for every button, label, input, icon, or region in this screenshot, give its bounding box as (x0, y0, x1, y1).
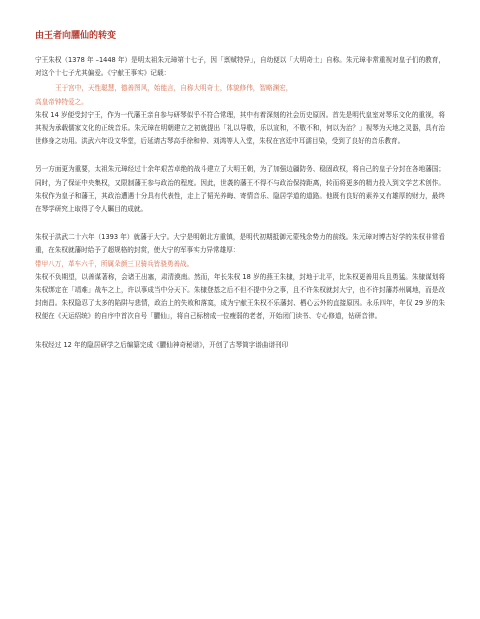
quote-block-2: 带甲八万，革车六千，所属朵颜三卫骑兵皆骁勇善战。 (35, 259, 194, 268)
quote-block-1 (35, 82, 445, 108)
quote-text-1a: 王于宫中，天性聪慧，德善图风，始能言，自称大明奇士，体貌修伟，智略渊宏， (55, 84, 293, 93)
paragraph-politics: 另一方面更为重要，太祖朱元璋经过十余年艰苦卓绝的战斗建立了大明王朝，为了加强边疆防务、稳固政权，将自己的皇子分封在各地藩国；同时，为了保证中央集权，又限制藩王参与政治的程度。因此，世袭的藩王不得不与政治保持距离，转而将更多的精力投入到文学艺术创作。朱权作为皇子和藩王，其政治遭遇十分具有代表性，走上了韬光养晦、寄情音乐、隐居学道的道路。他既有良好的素养又有雄厚的财力，最终在琴学研究上取得了令人瞩目的成就。 (35, 165, 445, 214)
section-heading: 由王者向臞仙的转变 (35, 31, 117, 41)
paragraph-intro: 宁王朱权（1378 年 –1448 年）是明太祖朱元璋第十七子，因「禀赋特异」，自幼便以「大明奇士」自称。朱元璋非常重视对皇子们的教育，对这个十七子尤其偏爱。《宁献王事实》记载： (35, 56, 445, 78)
paragraph-qupu: 朱权经过 12 年的隐居研学之后编纂完成《臞仙神奇秘谱》，开创了古琴简字谱曲谱刊印 (35, 340, 289, 349)
paragraph-education: 朱权 14 岁便受封宁王，作为一代藩王亲自参与研琴似乎不符合常理，其中有着深刻的社会历史原因。首先是明代皇室对琴乐文化的重视，将其视为承载儒家文化的正统音乐。朱元璋在明朝建立之初就提出「礼以导敬，乐以宣和，不敬不和，何以为治？」视琴为天地之灵器，具有治世修身之功用。洪武六年设文华堂，后延请古琴高手徐和仲、刘鸿等人入堂，朱权在宫廷中耳濡目染，受到了良好的音乐教育。 (35, 110, 445, 146)
quote-line-2: 高皇帝钟特爱之。 (35, 97, 88, 106)
paragraph-daning: 朱权于洪武二十六年（1393 年）就藩于大宁。大宁是明朝北方重镇，是明代初期抵御元蒙残余势力的前线。朱元璋对博古好学的朱权非常看重，在朱权就藩时给予了超规格的封赏，使大宁的军事实力异常雄厚： (35, 233, 445, 255)
paragraph-jingnan: 朱权不负期望，以善谋著称，会诸王出塞，肃清漠南。然而，年长朱权 18 岁的燕王朱棣，封地于北平，比朱权更善用兵且勇猛。朱棣谋划将朱权绑定在「靖难」战车之上，许以事成当中分天下。朱棣登基之后不但不提中分之事，且不许朱权就封大宁，也不许封藩苏州属地，而是改封南昌。朱权隐忍了太多的陷阱与悲情，政治上的失败和落寞，成为宁献王朱权不乐藩封、栖心云外的直接原因。永乐四年，年仅 29 岁的朱权便在《天运绍统》的自序中首次自号「臞仙」，将自己标榜成一位瘦弱的老者，开始闭门读书、专心修道，钻研音律。 (35, 272, 445, 321)
quote-line-1 (35, 82, 445, 95)
